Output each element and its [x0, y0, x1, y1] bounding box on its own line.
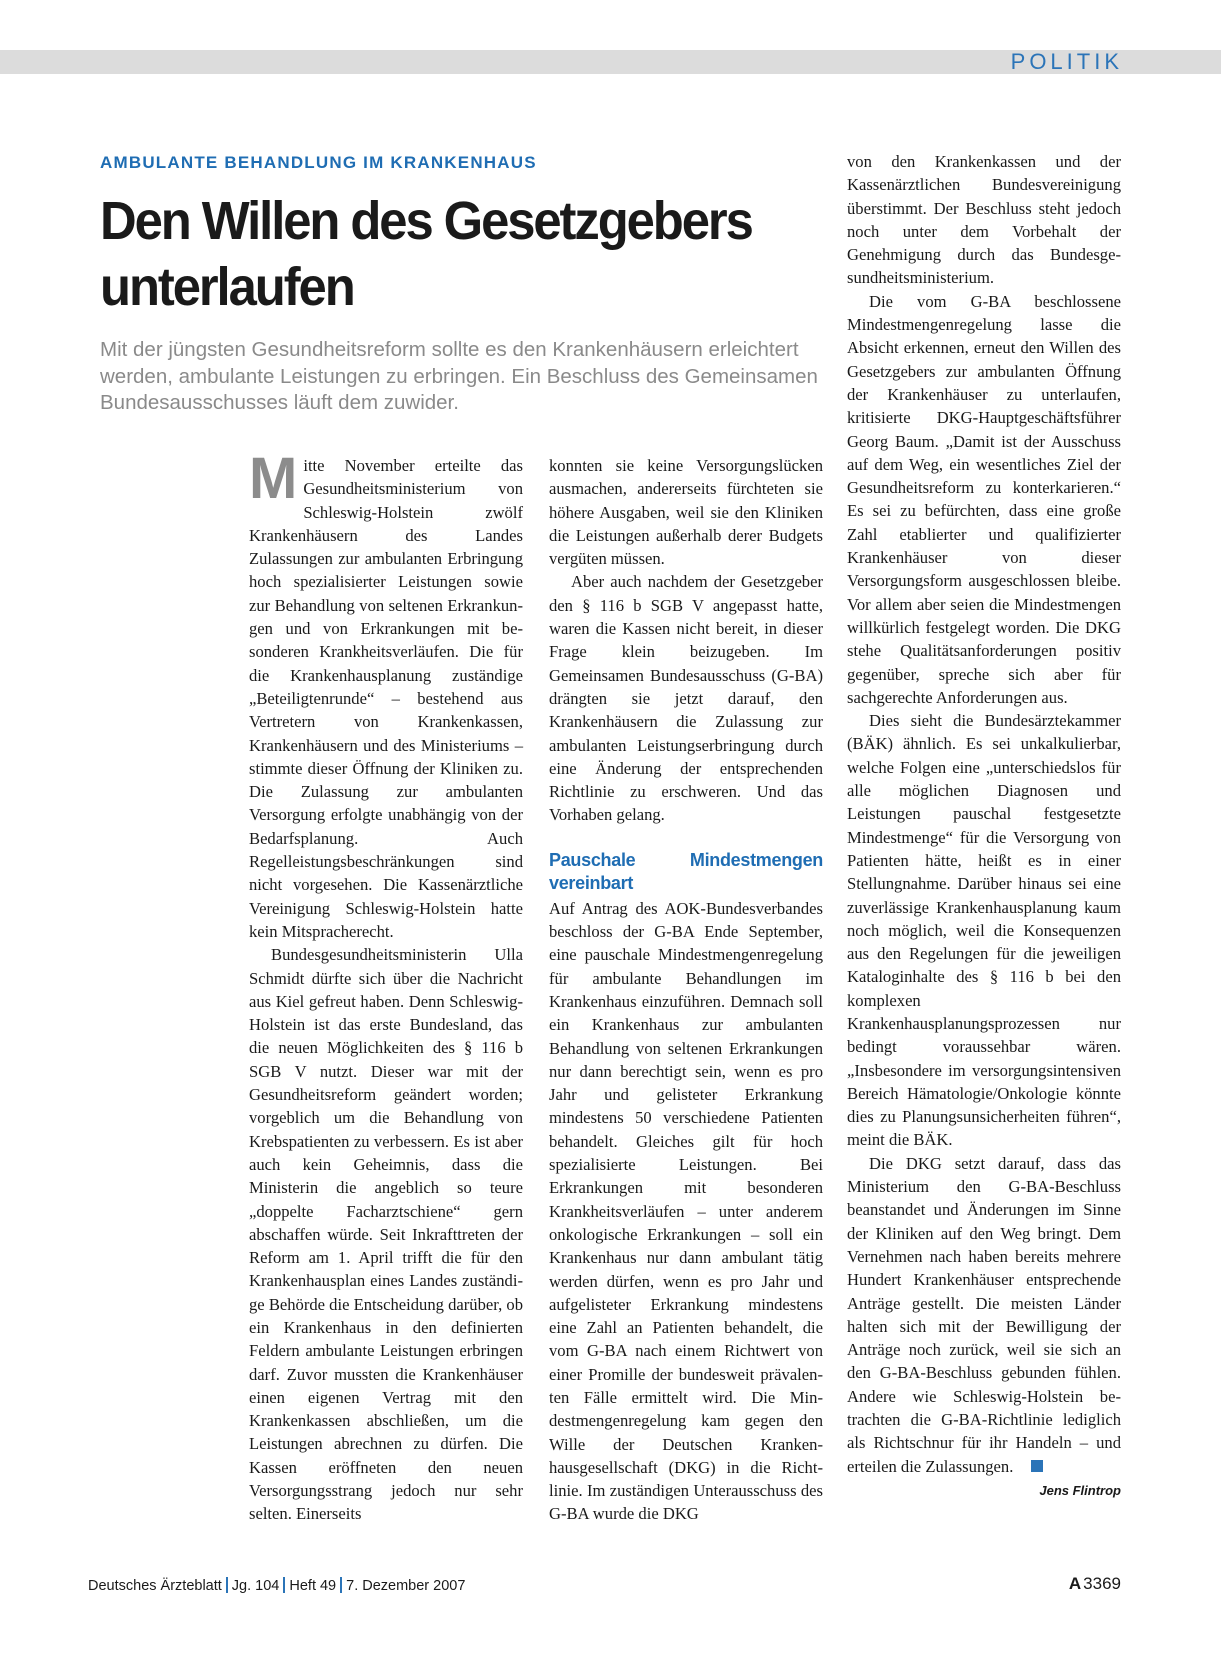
page-number-value: 3369 — [1083, 1574, 1121, 1593]
page-footer — [88, 1577, 465, 1594]
body-paragraph-4: Aber auch nachdem der Gesetzgeber den § 116 b SGB V angepasst hatte, waren die Kassen nicht bereit, in dieser Frage klein beizugeben. Im Gemeinsamen Bundesausschuss (G-BA) drängten sie jetzt darauf, den Krankenhäusern die Zulassung zur ambulanten Leistungserbringung durch eine Änderung der entsprechenden Richtlinie zu erschweren. Und das Vorhaben gelang. — [549, 572, 823, 825]
footer-separator — [226, 1577, 228, 1593]
footer-separator — [283, 1577, 285, 1593]
journal-volume: Jg. 104 — [231, 1578, 280, 1594]
body-paragraph-9 — [847, 1152, 1121, 1478]
text-column-2 — [549, 454, 823, 1554]
author-byline: Jens Flintrop — [1039, 1482, 1121, 1498]
headline-line-2: unterlaufen — [100, 257, 354, 317]
body-paragraph-7: Die vom G-BA beschlossene Mindestmengenregelung lasse die Absicht erkennen, erneut den Willen des Gesetzgebers zur ambulanten Öffnung der Krankenhäuser zu unterlaufen, kritisierte DKG-Hauptgeschäftsführer Georg Baum. „Damit ist der Ausschuss auf dem Weg, ein wesentliches Ziel der Gesundheitsreform zu konterkarieren.“ Es sei zu befürchten, dass eine große Zahl etablierter und qualifizierter Krankenhäuser von dieser Versorgungsform ausgeschlossen bleibe. Vor allem aber seien die Mindestmengen willkürlich festgelegt worden. Die DKG stehe Qualitätsanforderungen positiv gegenüber, spreche sich aber für sachgerechte Anforderungen aus. — [847, 291, 1121, 707]
footer-separator — [340, 1577, 342, 1593]
paragraph-9-text: Die DKG setzt darauf, dass das Ministerium den G-BA-Beschluss beanstandet und Änderungen im Sinne der Kliniken auf den Weg bringt. Dem Vernehmen nach haben bereits mehrere Hundert Krankenhäuser entsprechende Anträge gestellt. Die meisten Länder halten sich mit der Bewilligung der Anträge noch zurück, weil sie sich an den G-BA-Beschluss gebunden fühlen. Andere wie Schleswig-Holstein betrachten die G-BA-Richtlinie lediglich als Richtschnur für ihr Handeln – und erteilen die Zulassungen. — [847, 1153, 1121, 1476]
section-label: POLITIK — [1010, 49, 1123, 74]
headline-line-1: Den Willen des Gesetzgebers — [100, 191, 752, 251]
body-paragraph-8: Dies sieht die Bundesärztekammer (BÄK) ähnlich. Es sei unkalkulierbar, welche Folgen eine „unterschiedslos für alle möglichen Diagnosen und Leistungen pauschal festgesetzte Mindestmenge“ für die Versorgung von Patienten hätte, heißt es in einer Stellungnahme. Darüber hinaus sei eine zuverlässige Krankenhausplanung kaum noch möglich, weil die Konsequenzen aus den Regelungen für die jeweiligen Kataloginhalte des § 116 b bei den komplexen Krankenhausplanungsprozessen nur bedingt voraussehbar wären. „Insbesondere im versorgungsintensiven Bereich Hämatologie/Onkologie könnte dies zu Planungsunsicherheiten führen“, meint die BÄK. — [847, 711, 1121, 1150]
page-prefix: A — [1068, 1574, 1082, 1593]
body-paragraph-3: konnten sie keine Versorgungslücken ausmachen, andererseits fürchteten sie höhere Ausgaben, weil sie den Kliniken die Leistungen außerhalb derer Budgets vergüten müssen. — [549, 456, 823, 569]
journal-issue: Heft 49 — [289, 1578, 337, 1594]
body-paragraph-6: von den Krankenkassen und der Kassenärztlichen Bundesvereinigung überstimmt. Der Beschluss steht jedoch noch unter dem Vorbehalt der Genehmigung durch das Bundesgesundheitsministerium. — [847, 152, 1121, 288]
drop-cap: M — [249, 446, 298, 511]
body-paragraph-5: Auf Antrag des AOK-Bundesverbandes beschloss der G-BA Ende September, eine pauschale Mindestmengenregelung für ambulante Behandlungen im Krankenhaus einzuführen. Demnach soll ein Krankenhaus zur ambulanten Behandlung von seltenen Erkrankungen nur dann berechtigt sein, wenn es pro Jahr und gelisteter Erkrankung mindestens 50 verschiedene Patienten behandelt. Gleiches gilt für hoch spezialisierte Leistungen. Bei Erkrankungen mit besonderen Krankheitsverläufen – unter anderem onkologische Erkrankungen – soll ein Krankenhaus nur dann ambulant tätig werden dürfen, wenn es pro Jahr und aufgelisteter Erkrankung mindestens eine Zahl an Patienten behandelt, die vom G-BA nach einem Richtwert von einer Promille der bundesweit prävalenten Fälle ermittelt wird. Die Mindestmengenregelung kam gegen den Wille der Deutschen Krankenhausgesellschaft (DKG) in die Richtlinie. Im zuständigen Unterausschuss des G-BA wurde die DKG — [549, 898, 823, 1524]
paragraph-1-text: itte November erteilte das Gesundheitsministerium von Schleswig-Holstein zwölf Krankenhäusern des Landes Zulassungen zur ambulanten Erbringung hoch spezialisierter Leistungen sowie zur Behandlung von seltenen Erkrankungen und von Erkrankungen mit besonderen Krankheitsverläufen. Die für die Krankenhausplanung zuständige „Beteiligtenrunde“ – bestehend aus Vertretern von Krankenkassen, Krankenhäusern und des Ministeriums – stimmte dieser Öffnung der Kliniken zu. Die Zulassung zur ambulanten Versorgung erfolgte unabhängig von der Bedarfsplanung. Auch Regelleistungsbeschränkungen sind nicht vorgesehen. Die Kassenärztliche Vereinigung Schleswig-Holstein hatte kein Mitspracherecht. — [249, 456, 523, 941]
end-mark-icon — [1031, 1460, 1043, 1472]
text-column-3 — [847, 150, 1121, 1560]
journal-name: Deutsches Ärzteblatt — [88, 1578, 222, 1594]
text-column-1 — [249, 446, 523, 1554]
subheading: Pauschale Mindestmengen vereinbart — [549, 849, 823, 893]
issue-date: 7. Dezember 2007 — [346, 1578, 466, 1594]
body-paragraph-1 — [249, 446, 523, 943]
page-number — [1069, 1574, 1121, 1594]
article-kicker: AMBULANTE BEHANDLUNG IM KRANKENHAUS — [100, 153, 537, 172]
article-headline — [100, 188, 777, 320]
body-paragraph-2: Bundesgesundheitsministerin Ulla Schmidt dürfte sich über die Nachricht aus Kiel gefreut haben. Denn Schleswig-Holstein ist das erste Bundesland, das die neuen Möglichkeiten des § 116 b SGB V nutzt. Dieser war mit der Gesundheitsreform geändert worden; vorgeblich um die Behandlung von Krebspatienten zu verbessern. Es ist aber auch kein Geheimnis, dass die Ministerin die angeblich so teure „doppelte Facharztschiene“ gern abschaffen würde. Seit Inkrafttreten der Reform am 1. April trifft die für den Krankenhausplan eines Landes zuständige Behörde die Entscheidung darüber, ob ein Krankenhaus in den definierten Feldern ambulante Leistungen erbringen darf. Zuvor mussten die Krankenhäuser einen eigenen Vertrag mit den Krankenkassen abschließen, um die Leistungen abrechnen zu dürfen. Die Kassen eröffneten den neuen Versorgungsstrang jedoch nur sehr selten. Einerseits — [249, 945, 523, 1524]
article-lede: Mit der jüngsten Gesundheitsreform sollte es den Krankenhäusern erleichtert werden, ambulante Leistungen zu erbringen. Ein Beschluss des Gemeinsamen Bundesausschusses läuft dem zuwider. — [100, 338, 818, 414]
